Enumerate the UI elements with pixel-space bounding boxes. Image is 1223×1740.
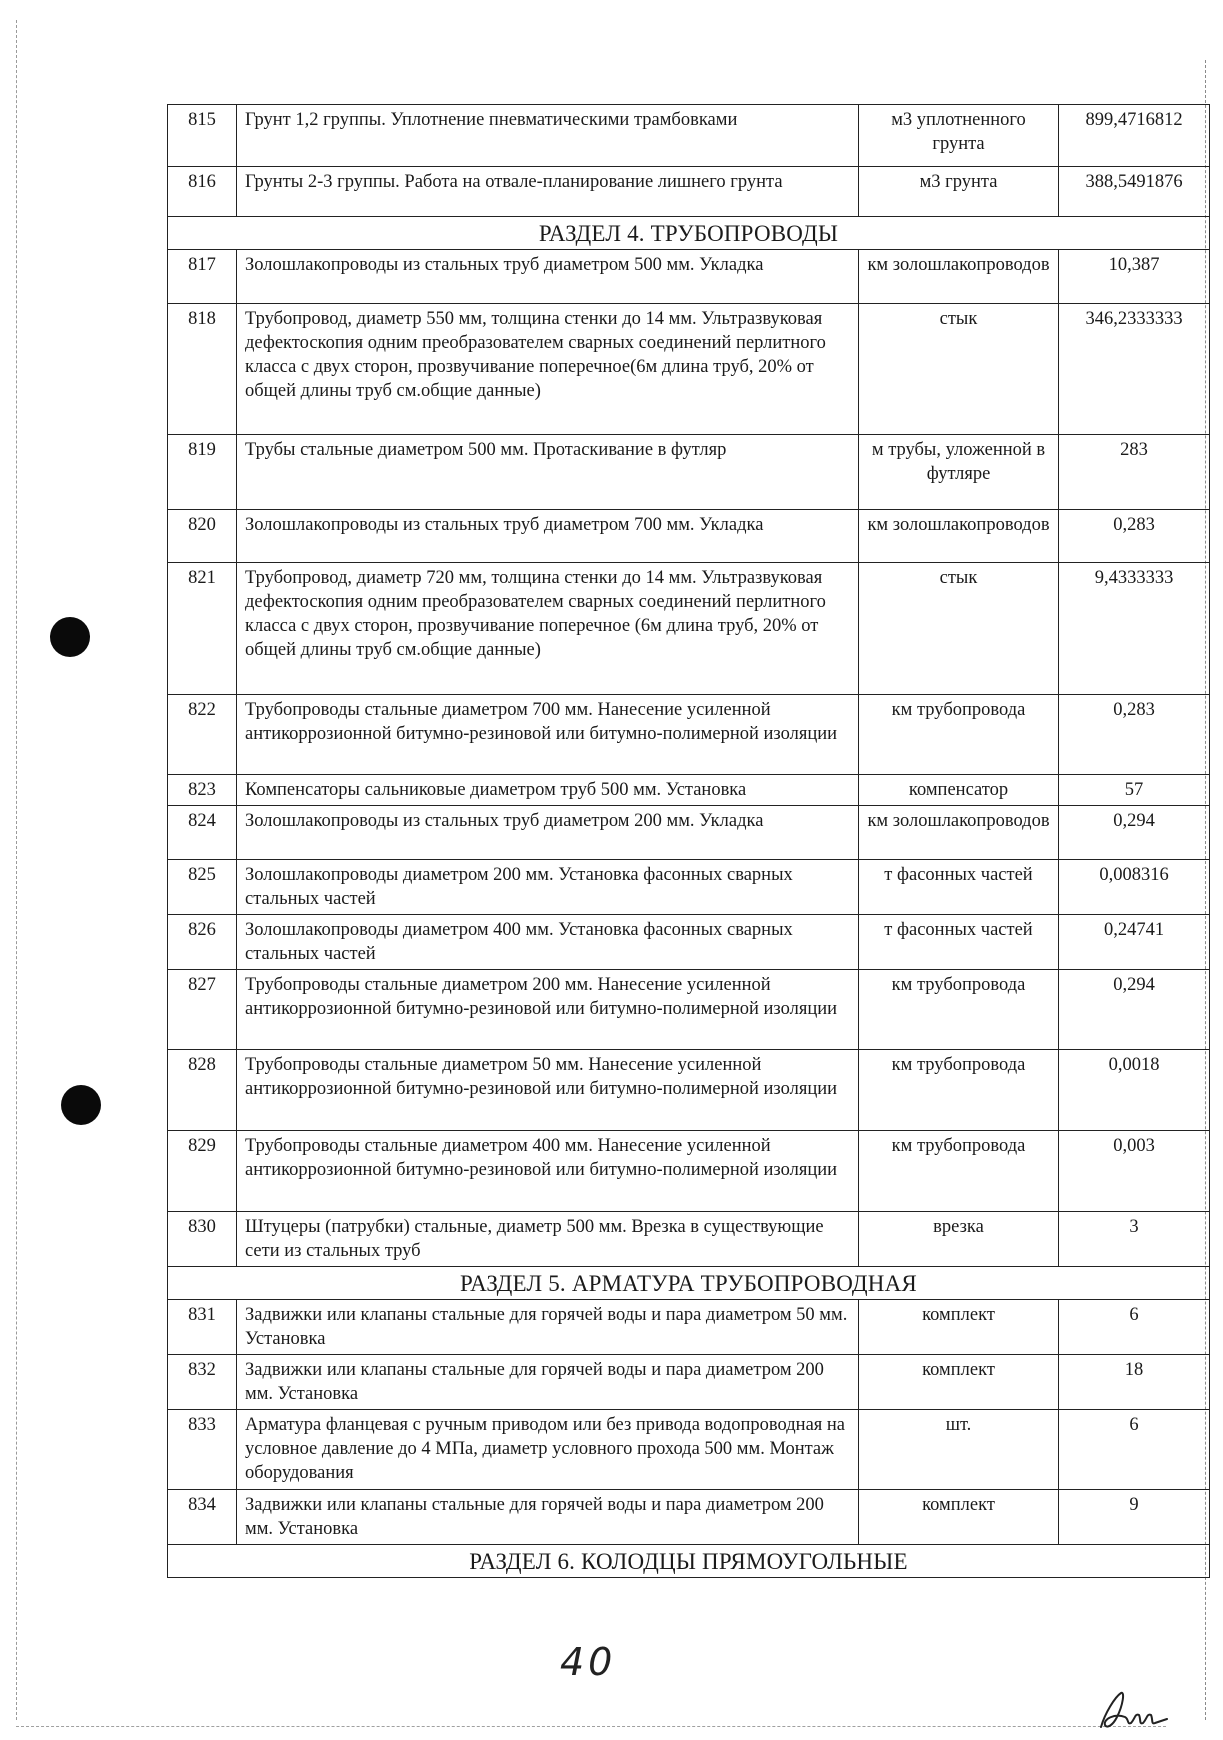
row-quantity: 6 xyxy=(1059,1300,1210,1355)
row-unit: км золошлакопроводов xyxy=(859,250,1059,304)
row-description: Задвижки или клапаны стальные для горячей воды и пара диаметром 200 мм. Установка xyxy=(237,1490,859,1545)
row-number: 819 xyxy=(168,435,237,510)
page-edge-bottom xyxy=(16,1726,1166,1727)
table-row xyxy=(168,563,1210,695)
section-header xyxy=(168,1267,1210,1300)
row-number: 823 xyxy=(168,775,237,806)
row-unit: комплект xyxy=(859,1300,1059,1355)
row-unit: т фасонных частей xyxy=(859,860,1059,915)
row-quantity: 6 xyxy=(1059,1410,1210,1490)
row-number: 824 xyxy=(168,806,237,860)
table-row xyxy=(168,915,1210,970)
row-unit: комплект xyxy=(859,1490,1059,1545)
row-quantity: 0,283 xyxy=(1059,695,1210,775)
punch-hole xyxy=(50,617,90,657)
row-quantity: 3 xyxy=(1059,1212,1210,1267)
row-quantity: 0,294 xyxy=(1059,806,1210,860)
row-unit: км золошлакопроводов xyxy=(859,510,1059,563)
table-row xyxy=(168,167,1210,217)
row-unit: комплект xyxy=(859,1355,1059,1410)
row-description: Задвижки или клапаны стальные для горячей воды и пара диаметром 50 мм. Установка xyxy=(237,1300,859,1355)
row-quantity: 9 xyxy=(1059,1490,1210,1545)
signature xyxy=(1095,1683,1175,1735)
row-description: Золошлакопроводы из стальных труб диаметром 200 мм. Укладка xyxy=(237,806,859,860)
row-unit: м3 грунта xyxy=(859,167,1059,217)
table-row xyxy=(168,1490,1210,1545)
row-quantity: 9,4333333 xyxy=(1059,563,1210,695)
row-description: Золошлакопроводы диаметром 400 мм. Установка фасонных сварных стальных частей xyxy=(237,915,859,970)
row-number: 820 xyxy=(168,510,237,563)
table-row xyxy=(168,1300,1210,1355)
table-row xyxy=(168,806,1210,860)
table-row xyxy=(168,435,1210,510)
works-table xyxy=(167,104,1210,1578)
table-row xyxy=(168,1410,1210,1490)
row-quantity: 0,24741 xyxy=(1059,915,1210,970)
row-number: 834 xyxy=(168,1490,237,1545)
row-unit: км трубопровода xyxy=(859,1131,1059,1212)
section-title: РАЗДЕЛ 6. КОЛОДЦЫ ПРЯМОУГОЛЬНЫЕ xyxy=(168,1545,1210,1578)
row-description: Арматура фланцевая с ручным приводом или без привода водопроводная на условное давление до 4 МПа, диаметр условного прохода 500 мм. Монтаж оборудования xyxy=(237,1410,859,1490)
row-description: Трубопровод, диаметр 550 мм, толщина стенки до 14 мм. Ультразвуковая дефектоскопия одним преобразователем сварных соединений перлитного класса с двух сторон, прозвучивание поперечное(6м длина труб, 20% от общей длины труб см.общие данные) xyxy=(237,304,859,435)
row-unit: т фасонных частей xyxy=(859,915,1059,970)
row-description: Трубопроводы стальные диаметром 400 мм. Нанесение усиленной антикоррозионной битумно-резиновой или битумно-полимерной изоляции xyxy=(237,1131,859,1212)
table-row xyxy=(168,695,1210,775)
row-quantity: 388,5491876 xyxy=(1059,167,1210,217)
table-row xyxy=(168,510,1210,563)
table-row xyxy=(168,775,1210,806)
row-quantity: 18 xyxy=(1059,1355,1210,1410)
row-quantity: 0,003 xyxy=(1059,1131,1210,1212)
row-description: Золошлакопроводы из стальных труб диаметром 700 мм. Укладка xyxy=(237,510,859,563)
row-quantity: 0,294 xyxy=(1059,970,1210,1050)
table-row xyxy=(168,105,1210,167)
row-number: 831 xyxy=(168,1300,237,1355)
table-row xyxy=(168,304,1210,435)
row-quantity: 10,387 xyxy=(1059,250,1210,304)
row-number: 829 xyxy=(168,1131,237,1212)
row-description: Трубопроводы стальные диаметром 700 мм. Нанесение усиленной антикоррозионной битумно-резиновой или битумно-полимерной изоляции xyxy=(237,695,859,775)
row-number: 821 xyxy=(168,563,237,695)
row-unit: м трубы, уложенной в футляре xyxy=(859,435,1059,510)
table-row xyxy=(168,1355,1210,1410)
row-number: 818 xyxy=(168,304,237,435)
row-description: Трубопровод, диаметр 720 мм, толщина стенки до 14 мм. Ультразвуковая дефектоскопия одним преобразователем сварных соединений перлитного класса с двух сторон, прозвучивание поперечное (6м длина труб, 20% от общей длины труб см.общие данные) xyxy=(237,563,859,695)
section-header xyxy=(168,1545,1210,1578)
row-number: 828 xyxy=(168,1050,237,1131)
row-description: Трубы стальные диаметром 500 мм. Протаскивание в футляр xyxy=(237,435,859,510)
row-description: Трубопроводы стальные диаметром 200 мм. Нанесение усиленной антикоррозионной битумно-резиновой или битумно-полимерной изоляции xyxy=(237,970,859,1050)
row-quantity: 0,283 xyxy=(1059,510,1210,563)
row-unit: компенсатор xyxy=(859,775,1059,806)
row-description: Золошлакопроводы из стальных труб диаметром 500 мм. Укладка xyxy=(237,250,859,304)
section-title: РАЗДЕЛ 5. АРМАТУРА ТРУБОПРОВОДНАЯ xyxy=(168,1267,1210,1300)
row-unit: км трубопровода xyxy=(859,970,1059,1050)
row-number: 816 xyxy=(168,167,237,217)
page-number: 40 xyxy=(560,1640,617,1684)
row-unit: км трубопровода xyxy=(859,1050,1059,1131)
row-unit: стык xyxy=(859,304,1059,435)
row-unit: м3 уплотненного грунта xyxy=(859,105,1059,167)
row-description: Грунт 1,2 группы. Уплотнение пневматическими трамбовками xyxy=(237,105,859,167)
row-number: 825 xyxy=(168,860,237,915)
row-quantity: 0,0018 xyxy=(1059,1050,1210,1131)
row-number: 827 xyxy=(168,970,237,1050)
row-quantity: 283 xyxy=(1059,435,1210,510)
row-description: Штуцеры (патрубки) стальные, диаметр 500 мм. Врезка в существующие сети из стальных труб xyxy=(237,1212,859,1267)
row-number: 822 xyxy=(168,695,237,775)
table-row xyxy=(168,1131,1210,1212)
punch-hole xyxy=(61,1085,101,1125)
page-edge-left xyxy=(16,20,17,1720)
row-unit: шт. xyxy=(859,1410,1059,1490)
row-number: 826 xyxy=(168,915,237,970)
section-title: РАЗДЕЛ 4. ТРУБОПРОВОДЫ xyxy=(168,217,1210,250)
table-row xyxy=(168,1212,1210,1267)
table-row xyxy=(168,1050,1210,1131)
row-unit: стык xyxy=(859,563,1059,695)
table-row xyxy=(168,970,1210,1050)
row-number: 817 xyxy=(168,250,237,304)
row-description: Грунты 2-3 группы. Работа на отвале-планирование лишнего грунта xyxy=(237,167,859,217)
row-unit: км золошлакопроводов xyxy=(859,806,1059,860)
row-unit: км трубопровода xyxy=(859,695,1059,775)
row-number: 832 xyxy=(168,1355,237,1410)
row-description: Задвижки или клапаны стальные для горячей воды и пара диаметром 200 мм. Установка xyxy=(237,1355,859,1410)
row-quantity: 0,008316 xyxy=(1059,860,1210,915)
table-row xyxy=(168,250,1210,304)
row-description: Золошлакопроводы диаметром 200 мм. Установка фасонных сварных стальных частей xyxy=(237,860,859,915)
row-number: 815 xyxy=(168,105,237,167)
row-description: Компенсаторы сальниковые диаметром труб 500 мм. Установка xyxy=(237,775,859,806)
row-number: 833 xyxy=(168,1410,237,1490)
row-number: 830 xyxy=(168,1212,237,1267)
section-header xyxy=(168,217,1210,250)
table-row xyxy=(168,860,1210,915)
row-quantity: 346,2333333 xyxy=(1059,304,1210,435)
row-unit: врезка xyxy=(859,1212,1059,1267)
row-quantity: 899,4716812 xyxy=(1059,105,1210,167)
row-quantity: 57 xyxy=(1059,775,1210,806)
row-description: Трубопроводы стальные диаметром 50 мм. Нанесение усиленной антикоррозионной битумно-резиновой или битумно-полимерной изоляции xyxy=(237,1050,859,1131)
